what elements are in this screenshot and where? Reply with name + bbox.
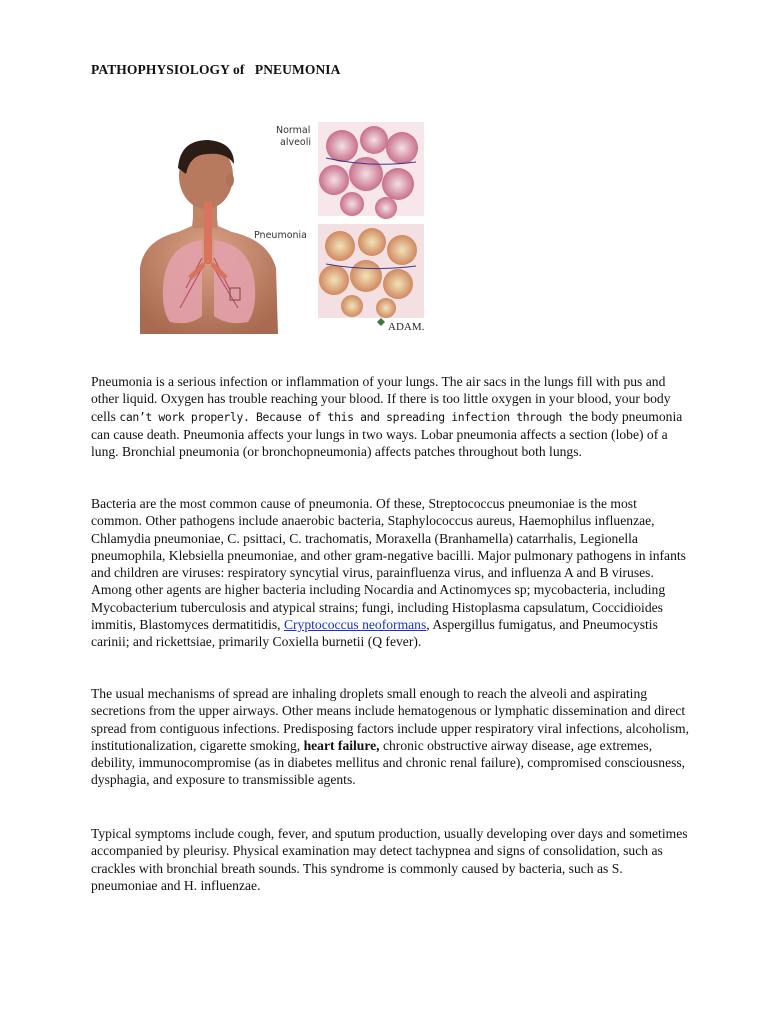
label-pneumonia: Pneumonia: [254, 230, 307, 241]
page-title: PATHOPHYSIOLOGY of PNEUMONIA: [91, 62, 341, 77]
cryptococcus-link[interactable]: Cryptococcus neoformans: [283, 617, 427, 633]
label-alveoli: alveoli: [280, 137, 312, 148]
paragraph-spread: The usual mechanisms of spread are inhaling droplets small enough to reach the alveoli and aspirating secretions from the upper airways. Other means include hematogenous or lymphatic dissemination and direct spread from contiguous infections. Predisposing factors include upper respiratory viral infections, alcoholism, institutionalization, cigarette smoking, heart failure, chronic obstructive airway disease, age extremes, debility, immunocompromise (as in diabetes mellitus and chronic renal failure), compromised consciousness, dysphagia, and exposure to transmissible agents.: [91, 686, 689, 788]
paragraph-symptoms: Typical symptoms include cough, fever, and sputum production, usually developing over days and sometimes accompanied by pleurisy. Physical examination may detect tachypnea and signs of consolidation, such as crackles with bronchial breath sounds. This syndrome is commonly caused by bacteria, such as S. pneumoniae and H. influenzae.: [91, 826, 688, 893]
label-normal: Normal: [276, 125, 311, 136]
normal-alveoli-panel: [318, 122, 424, 219]
pneumonia-illustration: [130, 118, 440, 334]
paragraph-causes: Bacteria are the most common cause of pneumonia. Of these, Streptococcus pneumoniae is the most common. Other pathogens include anaerobic bacteria, Staphylococcus aureus, Haemophilus influenzae, Chlamydia pneumoniae, C. psittaci, C. trachomatis, Moraxella (Branhamella) catarrhalis, Legionella pneumophila, Klebsiella pneumoniae, and other gram-negative bacilli. Major pulmonary pathogens in infants and children are viruses: respiratory syncytial virus, parainfluenza virus, and influenza A and B viruses. Among other agents are higher bacteria including Nocardia and Actinomyces sp; mycobacteria, including Mycobacterium tuberculosis and atypical strains; fungi, including Histoplasma capsulatum, Coccidioides immitis, Blastomyces dermatitidis, Cryptococcus neoformans, Aspergillus fumigatus, and Pneumocystis carinii; and rickettsiae, primarily Coxiella burnetii (Q fever).: [91, 496, 686, 650]
adam-logo: [377, 318, 425, 333]
pneumonia-alveoli-panel: [318, 224, 424, 318]
paragraph-intro: Pneumonia is a serious infection or inflammation of your lungs. The air sacs in the lungs fill with pus and other liquid. Oxygen has trouble reaching your blood. If there is too little oxygen in your blood, your body cells can’t work properly. Because of this and spreading infection through the body pneumonia can cause death. Pneumonia affects your lungs in two ways. Lobar pneumonia affects a section (lobe) of a lung. Bronchial pneumonia (or bronchopneumonia) affects patches throughout both lungs.: [91, 374, 683, 460]
svg-text:ADAM.: ADAM.: [388, 321, 425, 333]
